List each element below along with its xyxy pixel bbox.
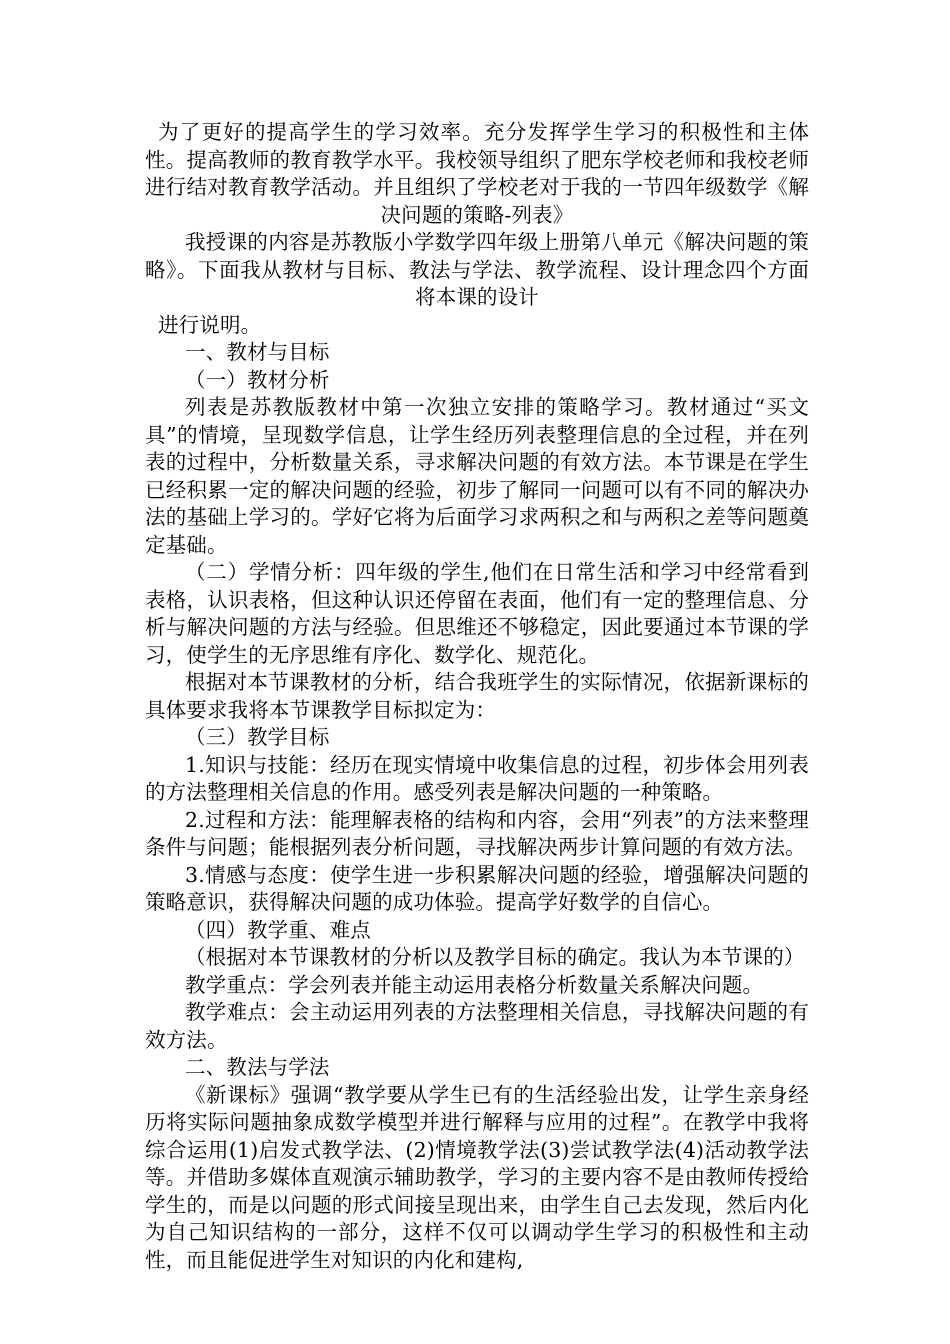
subheading-key-difficult-points: （四）教学重、难点	[185, 917, 371, 942]
section-heading-methods: 二、教法与学法	[185, 1055, 330, 1079]
subheading-teaching-goals: （三）教学目标	[185, 725, 330, 749]
key-points-intro-paragraph: （根据对本节课教材的分析以及教学目标的确定。我认为本节课的）	[185, 945, 805, 969]
intro-closing-line: 进行说明。	[158, 312, 262, 337]
subheading-material-analysis: （一）教材分析	[185, 367, 330, 392]
goal-emotion-attitude: 3.情感与态度：使学生进一步积累解决问题的经验，增强解决问题的策略意识，获得解决问题的成功体验。提高学好数学的自信心。	[145, 862, 809, 914]
teaching-difficulty-paragraph: 教学难点：会主动运用列表的方法整理相关信息，寻找解决问题的有效方法。	[145, 1000, 809, 1052]
student-analysis-paragraph: （二）学情分析：四年级的学生,他们在日常生活和学习中经常看到表格，认识表格，但这种认识还停留在表面，他们有一定的整理信息、分析与解决问题的方法与经验。但思维还不够稳定，因此要通过本节课的学习，使学生的无序思维有序化、数学化、规范化。	[145, 560, 809, 667]
teaching-methods-paragraph: 《新课标》强调“教学要从学生已有的生活经验出发，让学生亲身经历将实际问题抽象成数学模型并进行解释与应用的过程”。在教学中我将综合运用(1)启发式教学法、(2)情境教学法(3)尝试教学法(4)活动教学法等。并借助多媒体直观演示辅助教学，学习的主要内容不是由教师传授给学生的，而是以问题的形式间接呈现出来，由学生自己去发现，然后内化为自己知识结构的一部分，这样不仅可以调动学生学习的积极性和主动性，而且能促进学生对知识的内化和建构,	[145, 1082, 809, 1272]
material-analysis-paragraph: 列表是苏教版教材中第一次独立安排的策略学习。教材通过“买文具”的情境，呈现数学信息，让学生经历列表整理信息的全过程，并在列表的过程中，分析数量关系，寻求解决问题的有效方法。本节课是在学生已经积累一定的解决问题的经验，初步了解同一问题可以有不同的解决办法的基础上学习的。学好它将为后面学习求两积之和与两积之差等问题奠定基础。	[145, 395, 809, 557]
goal-process-methods: 2.过程和方法：能理解表格的结构和内容，会用“列表”的方法来整理条件与问题；能根据列表分析问题，寻找解决两步计算问题的有效方法。	[145, 807, 809, 859]
document-body	[145, 119, 809, 1274]
intro-paragraph: 为了更好的提高学生的学习效率。充分发挥学生学习的积极性和主体性。提高教师的教育教学水平。我校领导组织了肥东学校老师和我校老师进行结对教育教学活动。并且组织了学校老对于我的一节四年级数学《解决问题的策略-列表》	[145, 120, 809, 227]
section-heading-materials-goals: 一、教材与目标	[185, 340, 330, 364]
goal-basis-paragraph: 根据对本节课教材的分析，结合我班学生的实际情况，依据新课标的具体要求我将本节课教学目标拟定为：	[145, 670, 809, 722]
intro-scope-paragraph: 我授课的内容是苏教版小学数学四年级上册第八单元《解决问题的策略》。下面我从教材与目标、教法与学法、教学流程、设计理念四个方面将本课的设计	[145, 230, 809, 309]
goal-knowledge-skills: 1.知识与技能：经历在现实情境中收集信息的过程，初步体会用列表的方法整理相关信息的作用。感受列表是解决问题的一种策略。	[145, 752, 809, 804]
teaching-focus-paragraph: 教学重点：学会列表并能主动运用表格分析数量关系解决问题。	[185, 972, 764, 997]
